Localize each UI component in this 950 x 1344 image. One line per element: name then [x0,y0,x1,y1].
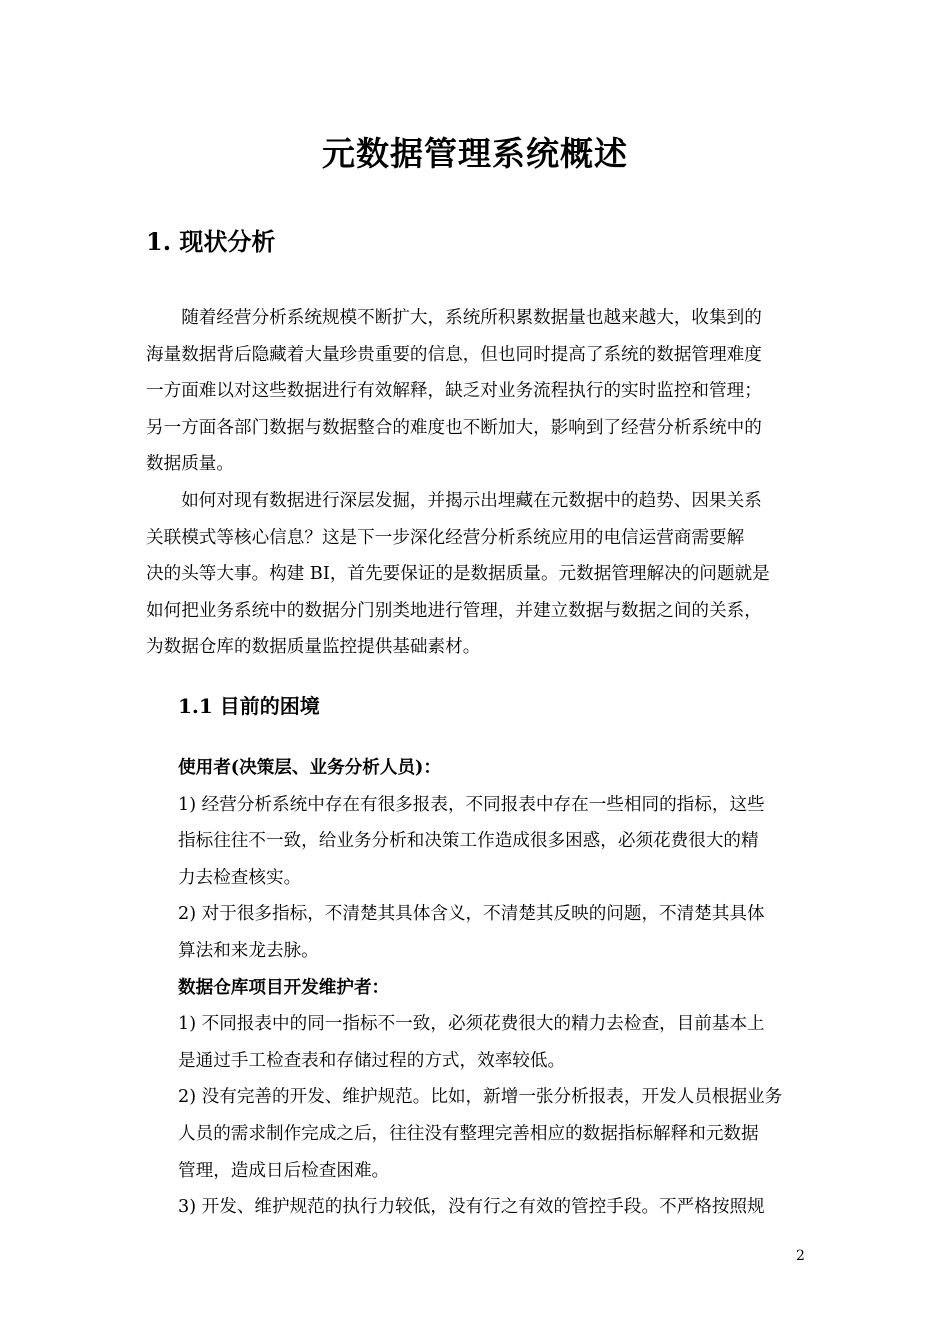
list-item: 人员的需求制作完成之后，往往没有整理完善相应的数据指标解释和元数据 [178,1123,759,1144]
list-item: 管理，造成日后检查困难。 [178,1160,390,1181]
list-item: 2) 没有完善的开发、维护规范。比如，新增一张分析报表，开发人员根据业务 [178,1087,783,1108]
list-item: 算法和来龙去脉。 [178,940,319,961]
page-number: 2 [796,1248,805,1264]
developers-label: 数据仓库项目开发维护者： [178,976,390,998]
paragraph-line: 如何把业务系统中的数据分门别类地进行管理，并建立数据与数据之间的关系， [146,600,762,621]
list-item: 力去检查核实。 [178,867,302,888]
paragraph-1 [146,300,808,483]
list-item: 1) 不同报表中的同一指标不一致，必须花费很大的精力去检查，目前基本上 [178,1014,765,1035]
paragraph-line: 随着经营分析系统规模不断扩大，系统所积累数据量也越来越大，收集到的 [146,308,762,328]
paragraph-line: 为数据仓库的数据质量监控提供基础素材。 [146,637,481,658]
list-item: 1) 经营分析系统中存在有很多报表，不同报表中存在一些相同的指标，这些 [178,794,765,815]
paragraph-line: 海量数据背后隐藏着大量珍贵重要的信息，但也同时提高了系统的数据管理难度 [146,344,762,365]
section-heading: 1. 现状分析 [146,227,276,256]
paragraph-2 [146,483,808,666]
paragraph-line: 决的头等大事。构建 BI，首先要保证的是数据质量。元数据管理解决的问题就是 [146,564,770,585]
list-item: 2) 对于很多指标，不清楚其具体含义，不清楚其反映的问题，不清楚其具体 [178,904,765,925]
paragraph-line: 如何对现有数据进行深层发掘，并揭示出埋藏在元数据中的趋势、因果关系 [146,491,762,511]
paragraph-line: 一方面难以对这些数据进行有效解释，缺乏对业务流程执行的实时监控和管理； [146,381,762,402]
subsection-heading: 1.1 目前的困境 [178,694,320,718]
list-item: 3) 开发、维护规范的执行力较低，没有行之有效的管控手段。不严格按照规 [178,1197,765,1218]
paragraph-line: 数据质量。 [146,454,234,475]
difficulties-list [178,750,808,1226]
list-item: 是通过手工检查表和存储过程的方式，效率较低。 [178,1050,566,1071]
document-title: 元数据管理系统概述 [322,134,628,173]
list-item: 指标往往不一致，给业务分析和决策工作造成很多困惑，必须花费很大的精 [178,831,759,852]
paragraph-line: 另一方面各部门数据与数据整合的难度也不断加大，影响到了经营分析系统中的 [146,417,762,438]
users-label: 使用者(决策层、业务分析人员)： [178,757,441,778]
paragraph-line: 关联模式等核心信息？这是下一步深化经营分析系统应用的电信运营商需要解 [146,527,745,548]
